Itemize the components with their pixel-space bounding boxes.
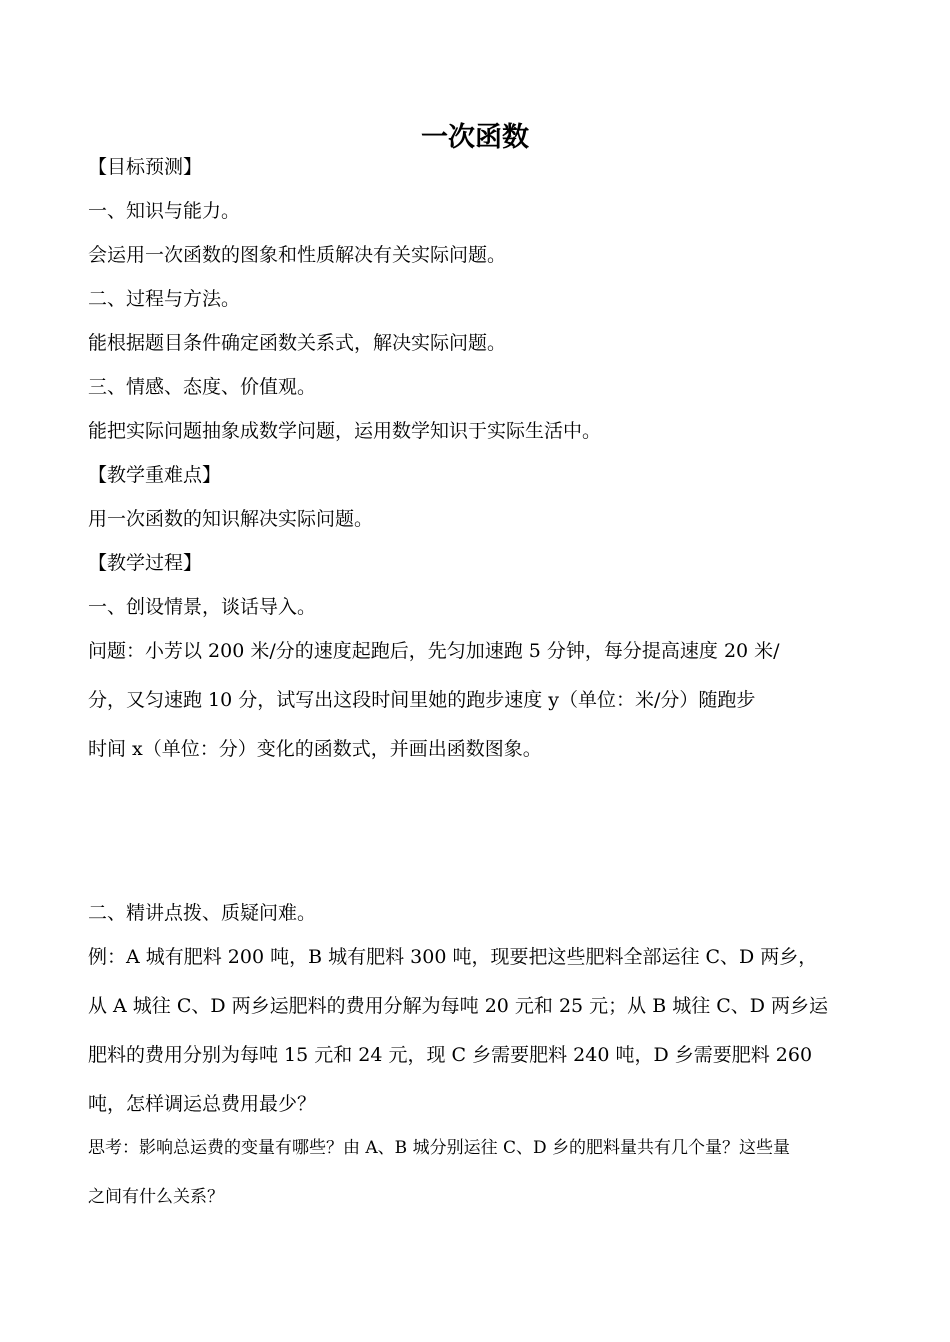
key-header: 【教学重难点】 (88, 464, 222, 486)
problem-line-3: 时间 x（单位：分）变化的函数式，并画出函数图象。 (88, 738, 542, 760)
think-line-2: 之间有什么关系？ (88, 1187, 224, 1207)
page-title: 一次函数 (421, 122, 529, 153)
example-line-3: 肥料的费用分别为每吨 15 元和 24 元，现 C 乡需要肥料 240 吨，D 乡需要肥料 260 (88, 1044, 813, 1066)
problem-line-1: 问题：小芳以 200 米/分的速度起跑后，先匀加速跑 5 分钟，每分提高速度 20 米/ (88, 640, 780, 662)
process-header: 二、过程与方法。 (88, 288, 241, 310)
teaching-header: 【教学过程】 (88, 552, 203, 574)
example-line-4: 吨，怎样调运总费用最少？ (88, 1093, 317, 1115)
process-text: 能根据题目条件确定函数关系式，解决实际问题。 (88, 332, 507, 354)
knowledge-text: 会运用一次函数的图象和性质解决有关实际问题。 (88, 244, 507, 266)
think-line-1: 思考：影响总运费的变量有哪些？由 A、B 城分别运往 C、D 乡的肥料量共有几个量？这些量 (88, 1138, 791, 1158)
goal-header: 【目标预测】 (88, 156, 203, 178)
intro-header: 一、创设情景，谈话导入。 (88, 596, 317, 618)
emotion-header: 三、情感、态度、价值观。 (88, 376, 317, 398)
emotion-text: 能把实际问题抽象成数学问题，运用数学知识于实际生活中。 (88, 420, 602, 442)
explain-header: 二、精讲点拨、质疑问难。 (88, 902, 317, 924)
example-line-2: 从 A 城往 C、D 两乡运肥料的费用分解为每吨 20 元和 25 元；从 B 城往 C、D 两乡运 (88, 995, 829, 1017)
example-line-1: 例：A 城有肥料 200 吨，B 城有肥料 300 吨，现要把这些肥料全部运往 C、D 两乡， (88, 946, 818, 968)
problem-line-2: 分，又匀速跑 10 分，试写出这段时间里她的跑步速度 y（单位：米/分）随跑步 (88, 689, 756, 711)
knowledge-header: 一、知识与能力。 (88, 200, 241, 222)
key-text: 用一次函数的知识解决实际问题。 (88, 508, 374, 530)
